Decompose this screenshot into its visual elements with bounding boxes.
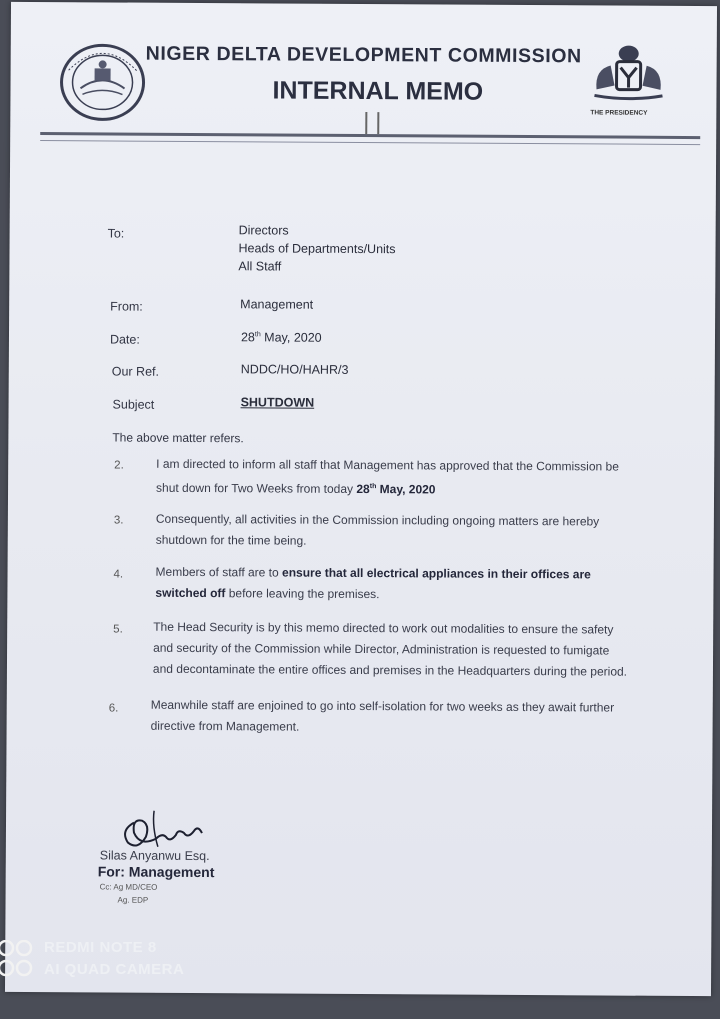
para-4-text: Members of staff are to ensure that all electrical appliances in their offices are switched off before leaving the premises. — [155, 564, 591, 602]
camera-lens-icon — [0, 940, 40, 980]
from-label: From: — [110, 299, 143, 314]
organization-name: NIGER DELTA DEVELOPMENT COMMISSION — [145, 42, 582, 68]
from-value: Management — [240, 297, 314, 312]
handwritten-signature — [114, 802, 224, 855]
signatory-name: Silas Anyanwu Esq. — [99, 848, 210, 864]
intro-line: The above matter refers. — [112, 430, 244, 446]
subject-label: Subject — [112, 397, 155, 412]
cc-line-2: Ag. EDP — [117, 895, 149, 905]
to-label: To: — [107, 226, 125, 241]
camera-type-text: AI QUAD CAMERA — [44, 961, 185, 978]
cc-line-1: Cc: Ag MD/CEO — [99, 882, 158, 892]
para-5-text: The Head Security is by this memo directed to work out modalities to ensure the safety and security of the Commission while Director, Administration is requested to fumigate and decontaminate the entire offices and premises in the Headquarters during the period. — [152, 619, 628, 679]
para-3-text: Consequently, all activities in the Commission including ongoing matters are hereby shutdown for the time being. — [155, 511, 600, 548]
header-divider-thin — [40, 140, 700, 145]
memo-type: INTERNAL MEMO — [272, 76, 484, 106]
nddc-logo — [58, 42, 146, 123]
coat-of-arms-icon — [588, 39, 668, 109]
memo-paper — [5, 2, 717, 996]
ref-label: Our Ref. — [111, 364, 160, 379]
signatory-for: For: Management — [97, 863, 215, 881]
subject-value: SHUTDOWN — [240, 395, 315, 410]
camera-model-text: REDMI NOTE 8 — [44, 939, 157, 956]
para-3-number: 3. — [113, 514, 124, 527]
presidency-label: THE PRESIDENCY — [590, 109, 648, 117]
para-4-number: 4. — [113, 568, 124, 581]
para-2-number: 2. — [114, 459, 124, 472]
para-5-number: 5. — [113, 623, 123, 636]
date-label: Date: — [109, 332, 140, 347]
para-6-text: Meanwhile staff are enjoined to go into self-isolation for two weeks as they await further directive from Management. — [150, 697, 615, 734]
para-6-number: 6. — [108, 702, 119, 715]
para-2-text: I am directed to inform all staff that Management has approved that the Commission be shut down for Two Weeks from today 28th May, 2020 — [156, 456, 619, 497]
header-stem — [365, 112, 379, 134]
ref-value: NDDC/HO/HAHR/3 — [240, 362, 349, 377]
to-line-2: Heads of Departments/Units — [238, 241, 396, 257]
to-line-1: Directors — [238, 223, 289, 238]
date-value: 28th May, 2020 — [240, 330, 322, 345]
to-line-3: All Staff — [238, 259, 282, 274]
